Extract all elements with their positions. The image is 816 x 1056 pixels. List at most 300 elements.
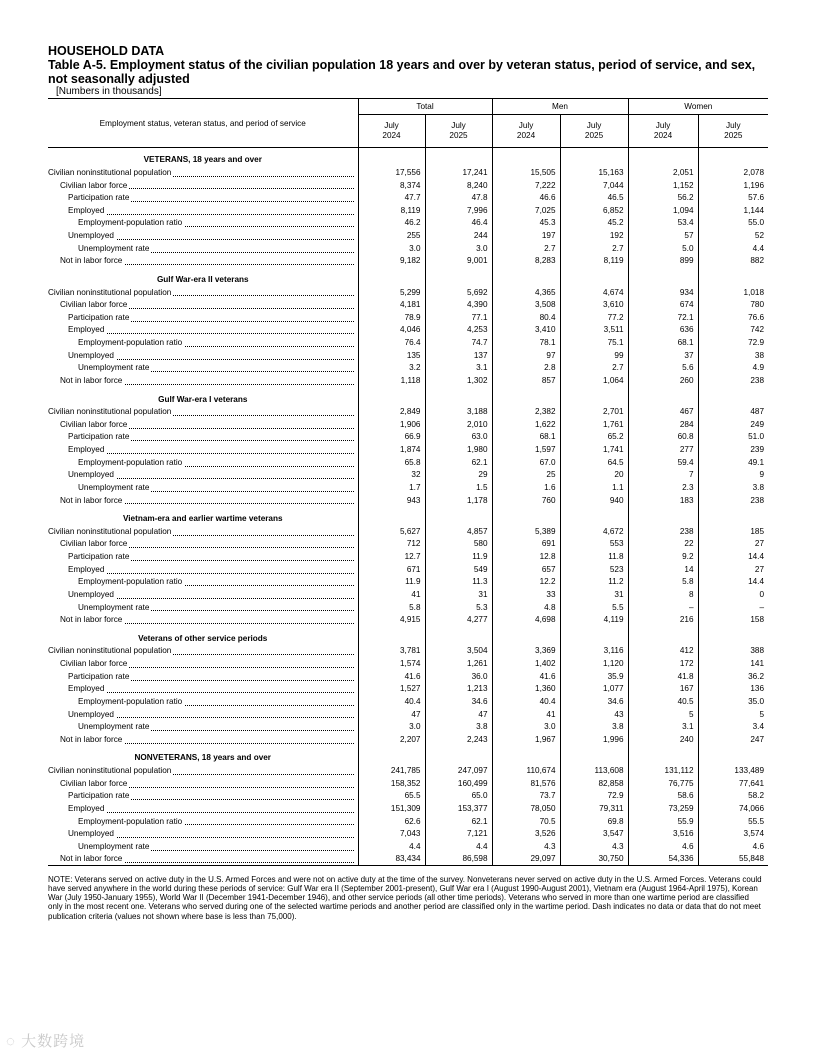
value-cell: 41: [358, 588, 425, 601]
row-label: Employment-population ratio: [78, 338, 183, 348]
value-cell: 55.0: [698, 217, 768, 230]
row-label: Employed: [68, 205, 105, 215]
empty-cell: [492, 752, 560, 765]
value-cell: 60.8: [628, 431, 698, 444]
value-cell: 77.1: [425, 311, 492, 324]
value-cell: 137: [425, 349, 492, 362]
value-cell: 36.0: [425, 670, 492, 683]
value-cell: 1,213: [425, 683, 492, 696]
value-cell: 1.1: [560, 481, 628, 494]
row-label-cell: [48, 242, 358, 255]
value-cell: 65.2: [560, 431, 628, 444]
table-row: [48, 204, 768, 217]
value-cell: 3.0: [358, 242, 425, 255]
value-cell: 1,118: [358, 374, 425, 387]
value-cell: 1,967: [492, 733, 560, 746]
row-label-cell: [48, 217, 358, 230]
table-row: [48, 494, 768, 507]
section-title: Veterans of other service periods: [138, 633, 268, 643]
row-label-cell: [48, 481, 358, 494]
value-cell: 1,152: [628, 179, 698, 192]
value-cell: 2,207: [358, 733, 425, 746]
value-cell: 691: [492, 538, 560, 551]
table-row: [48, 374, 768, 387]
table-row: [48, 481, 768, 494]
value-cell: 3.8: [425, 720, 492, 733]
value-cell: 72.9: [698, 336, 768, 349]
row-label-cell: [48, 764, 358, 777]
value-cell: 3,516: [628, 827, 698, 840]
value-cell: 5,299: [358, 286, 425, 299]
row-label-cell: [48, 683, 358, 696]
value-cell: 3,610: [560, 298, 628, 311]
value-cell: 1,196: [698, 179, 768, 192]
section-header-row: [48, 632, 768, 645]
row-label-cell: [48, 255, 358, 268]
value-cell: 6,852: [560, 204, 628, 217]
row-label: Unemployed: [68, 231, 114, 241]
row-label-cell: [48, 418, 358, 431]
value-cell: 77,641: [698, 777, 768, 790]
row-label: Not in labor force: [60, 615, 123, 625]
row-label-cell: [48, 229, 358, 242]
value-cell: 11.3: [425, 576, 492, 589]
value-cell: 4,672: [560, 525, 628, 538]
row-label: Employment-population ratio: [78, 696, 183, 706]
row-label: Employed: [68, 445, 105, 455]
value-cell: 1,906: [358, 418, 425, 431]
value-cell: 899: [628, 255, 698, 268]
value-cell: 4.4: [425, 840, 492, 853]
row-label-cell: [48, 324, 358, 337]
value-cell: 549: [425, 563, 492, 576]
row-label: Employed: [68, 684, 105, 694]
value-cell: 158: [698, 613, 768, 626]
value-cell: 74.7: [425, 336, 492, 349]
value-cell: 59.4: [628, 456, 698, 469]
value-cell: 135: [358, 349, 425, 362]
value-cell: 45.3: [492, 217, 560, 230]
table-row: [48, 576, 768, 589]
value-cell: 671: [358, 563, 425, 576]
row-label: Civilian labor force: [60, 659, 128, 669]
value-cell: 260: [628, 374, 698, 387]
value-cell: 1,094: [628, 204, 698, 217]
value-cell: 43: [560, 708, 628, 721]
value-cell: 77.2: [560, 311, 628, 324]
row-label: Civilian noninstitutional population: [48, 167, 172, 177]
watermark-icon: ◌: [6, 1033, 22, 1050]
section-header-row: [48, 752, 768, 765]
value-cell: 240: [628, 733, 698, 746]
value-cell: 238: [628, 525, 698, 538]
value-cell: 4,181: [358, 298, 425, 311]
row-label-cell: [48, 733, 358, 746]
document-page: [48, 44, 768, 921]
value-cell: 3,574: [698, 827, 768, 840]
value-cell: 5: [628, 708, 698, 721]
row-label-cell: [48, 191, 358, 204]
group-header-row: [48, 99, 768, 115]
row-label: Civilian noninstitutional population: [48, 646, 172, 656]
row-label-cell: [48, 601, 358, 614]
value-cell: 76.4: [358, 336, 425, 349]
value-cell: 14.4: [698, 550, 768, 563]
value-cell: –: [698, 601, 768, 614]
row-label: Not in labor force: [60, 375, 123, 385]
value-cell: 12.2: [492, 576, 560, 589]
table-row: [48, 645, 768, 658]
value-cell: 5.8: [628, 576, 698, 589]
row-label-cell: [48, 695, 358, 708]
value-cell: 58.6: [628, 790, 698, 803]
value-cell: 4,046: [358, 324, 425, 337]
table-row: [48, 550, 768, 563]
value-cell: 197: [492, 229, 560, 242]
footnote: NOTE: Veterans served on active duty in the U.S. Armed Forces and were not on active duty at the time of the survey. Nonveterans never served on active duty in the U.S. Armed Forces. Veterans could have served anywhere in the world during these periods of service: Gulf War era II (September 2001-present), Gulf War era I (August 1990-August 2001), Vietnam era (August 1964-April 1975), Korean War (July 1950-January 1955), World War II (December 1941-December 1946), and other service periods (all other time periods). Veterans who served in more than one wartime period are classified only in the most recent one. Veterans who served during one of the selected wartime periods and another period are classified only in the wartime period. Dash indicates no data or data that do not meet publication criteria (values not shown where base is less than 75,000).: [48, 874, 762, 921]
table-row: [48, 683, 768, 696]
table-row: [48, 298, 768, 311]
row-label-cell: [48, 720, 358, 733]
value-cell: 2,010: [425, 418, 492, 431]
value-cell: 55,848: [698, 853, 768, 866]
value-cell: 46.6: [492, 191, 560, 204]
row-label-cell: [48, 550, 358, 563]
row-label: Civilian noninstitutional population: [48, 526, 172, 536]
table-row: [48, 469, 768, 482]
value-cell: 160,499: [425, 777, 492, 790]
value-cell: 46.5: [560, 191, 628, 204]
value-cell: 57: [628, 229, 698, 242]
row-label: Unemployment rate: [78, 243, 150, 253]
value-cell: 857: [492, 374, 560, 387]
value-cell: 64.5: [560, 456, 628, 469]
value-cell: 0: [698, 588, 768, 601]
row-label-cell: [48, 840, 358, 853]
value-cell: 1,980: [425, 443, 492, 456]
value-cell: 27: [698, 563, 768, 576]
value-cell: 47: [425, 708, 492, 721]
value-cell: 3,504: [425, 645, 492, 658]
value-cell: 8,119: [358, 204, 425, 217]
empty-cell: [358, 632, 425, 645]
value-cell: 1.7: [358, 481, 425, 494]
value-cell: 17,241: [425, 166, 492, 179]
empty-cell: [358, 273, 425, 286]
group-header-women: Women: [628, 99, 768, 115]
row-label: Employed: [68, 803, 105, 813]
value-cell: 76.6: [698, 311, 768, 324]
row-label: Employment-population ratio: [78, 457, 183, 467]
row-label: Civilian noninstitutional population: [48, 287, 172, 297]
row-label-cell: [48, 525, 358, 538]
value-cell: 153,377: [425, 802, 492, 815]
empty-cell: [628, 273, 698, 286]
table-row: [48, 790, 768, 803]
value-cell: 3,369: [492, 645, 560, 658]
value-cell: 5.5: [560, 601, 628, 614]
leader-dots: [68, 453, 354, 454]
section-title: Gulf War-era II veterans: [156, 274, 249, 284]
value-cell: 674: [628, 298, 698, 311]
value-cell: 4,277: [425, 613, 492, 626]
value-cell: 3.2: [358, 362, 425, 375]
value-cell: 4,674: [560, 286, 628, 299]
value-cell: 284: [628, 418, 698, 431]
value-cell: 4.8: [492, 601, 560, 614]
row-label-cell: [48, 645, 358, 658]
table-row: [48, 456, 768, 469]
table-row: [48, 563, 768, 576]
row-label: Unemployed: [68, 709, 114, 719]
empty-cell: [425, 154, 492, 167]
value-cell: 62.1: [425, 815, 492, 828]
row-label-cell: [48, 576, 358, 589]
value-cell: 151,309: [358, 802, 425, 815]
empty-cell: [425, 512, 492, 525]
value-cell: 1,120: [560, 657, 628, 670]
value-cell: 68.1: [492, 431, 560, 444]
value-cell: 8,119: [560, 255, 628, 268]
value-cell: 657: [492, 563, 560, 576]
watermark-text: 大数跨境: [21, 1033, 86, 1050]
value-cell: 1,622: [492, 418, 560, 431]
section-header-row: [48, 512, 768, 525]
value-cell: 1.6: [492, 481, 560, 494]
section-header-row: [48, 154, 768, 167]
value-cell: 70.5: [492, 815, 560, 828]
value-cell: 172: [628, 657, 698, 670]
value-cell: 277: [628, 443, 698, 456]
value-cell: 80.4: [492, 311, 560, 324]
value-cell: 158,352: [358, 777, 425, 790]
value-cell: 7,043: [358, 827, 425, 840]
value-cell: 22: [628, 538, 698, 551]
value-cell: 17,556: [358, 166, 425, 179]
value-cell: 65.0: [425, 790, 492, 803]
row-label: Participation rate: [68, 432, 130, 442]
table-row: [48, 217, 768, 230]
row-label: Unemployment rate: [78, 722, 150, 732]
value-cell: 141: [698, 657, 768, 670]
row-label-cell: [48, 374, 358, 387]
value-cell: 46.4: [425, 217, 492, 230]
value-cell: 15,505: [492, 166, 560, 179]
value-cell: 40.4: [492, 695, 560, 708]
value-cell: 34.6: [425, 695, 492, 708]
table-row: [48, 733, 768, 746]
row-label: Unemployed: [68, 589, 114, 599]
row-label: Employment-population ratio: [78, 218, 183, 228]
value-cell: 5.8: [358, 601, 425, 614]
value-cell: 62.1: [425, 456, 492, 469]
table-row: [48, 538, 768, 551]
empty-cell: [628, 393, 698, 406]
value-cell: 3,188: [425, 405, 492, 418]
value-cell: 3,508: [492, 298, 560, 311]
value-cell: 15,163: [560, 166, 628, 179]
value-cell: 1,402: [492, 657, 560, 670]
value-cell: 57.6: [698, 191, 768, 204]
value-cell: 11.8: [560, 550, 628, 563]
row-label-cell: [48, 362, 358, 375]
value-cell: 1,597: [492, 443, 560, 456]
row-label-cell: [48, 777, 358, 790]
value-cell: 12.8: [492, 550, 560, 563]
value-cell: 73.7: [492, 790, 560, 803]
row-label-cell: [48, 657, 358, 670]
value-cell: 523: [560, 563, 628, 576]
value-cell: 51.0: [698, 431, 768, 444]
row-label-cell: [48, 563, 358, 576]
table-row: [48, 720, 768, 733]
value-cell: 62.6: [358, 815, 425, 828]
table-row: [48, 349, 768, 362]
table-row: [48, 853, 768, 866]
value-cell: 131,112: [628, 764, 698, 777]
value-cell: 31: [560, 588, 628, 601]
empty-cell: [560, 154, 628, 167]
value-cell: 38: [698, 349, 768, 362]
row-label-cell: [48, 708, 358, 721]
value-cell: 99: [560, 349, 628, 362]
value-cell: 4,857: [425, 525, 492, 538]
row-label: Employment-population ratio: [78, 577, 183, 587]
table-row: [48, 405, 768, 418]
row-label-cell: [48, 538, 358, 551]
row-label: Not in labor force: [60, 256, 123, 266]
value-cell: 4.4: [698, 242, 768, 255]
empty-cell: [492, 154, 560, 167]
value-cell: 2,243: [425, 733, 492, 746]
table-row: [48, 802, 768, 815]
value-cell: 79,311: [560, 802, 628, 815]
table-row: [48, 229, 768, 242]
value-cell: 63.0: [425, 431, 492, 444]
value-cell: 37: [628, 349, 698, 362]
value-cell: 56.2: [628, 191, 698, 204]
table-row: [48, 695, 768, 708]
row-label: Not in labor force: [60, 495, 123, 505]
section-title: VETERANS, 18 years and over: [143, 155, 262, 165]
value-cell: 69.8: [560, 815, 628, 828]
value-cell: 3,547: [560, 827, 628, 840]
empty-cell: [492, 512, 560, 525]
value-cell: 3.4: [698, 720, 768, 733]
row-label-cell: [48, 431, 358, 444]
row-label-cell: [48, 802, 358, 815]
row-label: Participation rate: [68, 312, 130, 322]
value-cell: 83,434: [358, 853, 425, 866]
value-cell: 4,365: [492, 286, 560, 299]
row-label-cell: [48, 311, 358, 324]
empty-cell: [425, 632, 492, 645]
section-title: NONVETERANS, 18 years and over: [134, 753, 271, 763]
table-row: [48, 588, 768, 601]
value-cell: 78,050: [492, 802, 560, 815]
section-title: Vietnam-era and earlier wartime veterans: [122, 514, 283, 524]
value-cell: 78.9: [358, 311, 425, 324]
row-label: Not in labor force: [60, 854, 123, 864]
value-cell: 41: [492, 708, 560, 721]
row-label: Participation rate: [68, 193, 130, 203]
row-label: Civilian noninstitutional population: [48, 407, 172, 417]
row-label-cell: [48, 469, 358, 482]
value-cell: 41.8: [628, 670, 698, 683]
value-cell: 52: [698, 229, 768, 242]
value-cell: 4,253: [425, 324, 492, 337]
value-cell: 27: [698, 538, 768, 551]
period-header: July 2025: [425, 115, 492, 148]
value-cell: 2,051: [628, 166, 698, 179]
empty-cell: [560, 632, 628, 645]
value-cell: 29: [425, 469, 492, 482]
value-cell: 2,701: [560, 405, 628, 418]
table-row: [48, 815, 768, 828]
value-cell: 3.8: [560, 720, 628, 733]
empty-cell: [628, 154, 698, 167]
empty-cell: [492, 273, 560, 286]
row-label-cell: [48, 286, 358, 299]
value-cell: 183: [628, 494, 698, 507]
period-header: July 2025: [560, 115, 628, 148]
value-cell: 5.0: [628, 242, 698, 255]
value-cell: 32: [358, 469, 425, 482]
value-cell: 34.6: [560, 695, 628, 708]
value-cell: 67.0: [492, 456, 560, 469]
period-header: July 2024: [628, 115, 698, 148]
row-label: Unemployment rate: [78, 363, 150, 373]
empty-cell: [358, 154, 425, 167]
row-label-cell: [48, 179, 358, 192]
table-row: [48, 362, 768, 375]
row-label-cell: [48, 443, 358, 456]
value-cell: 3,781: [358, 645, 425, 658]
value-cell: 1,874: [358, 443, 425, 456]
leader-dots: [68, 573, 354, 574]
row-label-cell: [48, 456, 358, 469]
row-label-cell: [48, 790, 358, 803]
value-cell: 82,858: [560, 777, 628, 790]
value-cell: 55.9: [628, 815, 698, 828]
empty-cell: [358, 512, 425, 525]
row-label: Not in labor force: [60, 734, 123, 744]
value-cell: 487: [698, 405, 768, 418]
value-cell: 192: [560, 229, 628, 242]
table-row: [48, 827, 768, 840]
row-label: Civilian labor force: [60, 778, 128, 788]
table-row: [48, 311, 768, 324]
table-row: [48, 286, 768, 299]
value-cell: 249: [698, 418, 768, 431]
empty-cell: [628, 752, 698, 765]
value-cell: 167: [628, 683, 698, 696]
value-cell: 3.1: [628, 720, 698, 733]
row-label: Unemployed: [68, 829, 114, 839]
empty-cell: [358, 752, 425, 765]
table-row: [48, 191, 768, 204]
empty-cell: [358, 393, 425, 406]
table-row: [48, 840, 768, 853]
value-cell: 185: [698, 525, 768, 538]
value-cell: 14: [628, 563, 698, 576]
row-label-cell: [48, 853, 358, 866]
row-label-cell: [48, 166, 358, 179]
value-cell: 113,608: [560, 764, 628, 777]
value-cell: 1,527: [358, 683, 425, 696]
row-label: Civilian labor force: [60, 419, 128, 429]
value-cell: 86,598: [425, 853, 492, 866]
